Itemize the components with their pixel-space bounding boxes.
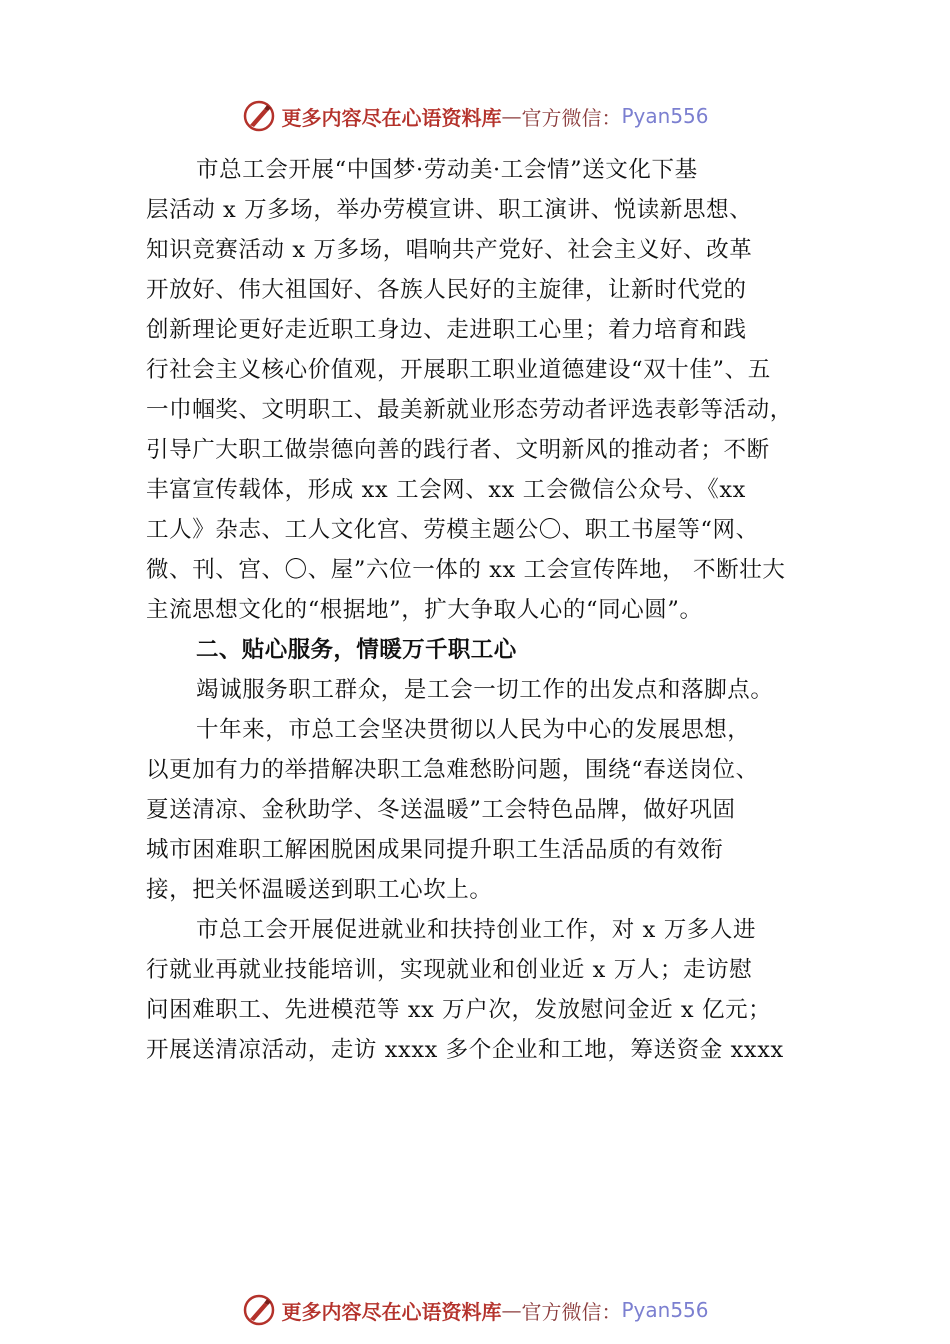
body-text-line: 十年来，市总工会坚决贯彻以人民为中心的发展思想， — [196, 717, 751, 743]
body-text-line: 竭诚服务职工群众，是工会一切工作的出发点和落脚点。 — [196, 677, 774, 703]
banner-label: 官方微信： — [521, 1299, 622, 1324]
body-text-line: 开展送清凉活动，走访 xxxx 多个企业和工地，筹送资金 xxxx — [146, 1037, 784, 1063]
body-text-line: 城市困难职工解困脱困成果同提升职工生活品质的有效衔 — [146, 837, 724, 863]
banner-wechat-id: Pyan556 — [621, 104, 709, 128]
pen-logo-icon — [241, 1292, 277, 1328]
body-text-line: 主流思想文化的“根据地”，扩大争取人心的“同心圆”。 — [146, 597, 703, 623]
pen-logo-icon — [241, 98, 277, 134]
banner-separator: — — [501, 1298, 522, 1322]
body-text-line: 创新理论更好走近职工身边、走进职工心里；着力培育和践 — [146, 317, 747, 343]
body-text-line: 以更加有力的举措解决职工急难愁盼问题，围绕“春送岗位、 — [146, 757, 759, 783]
body-text-line: 工人》杂志、工人文化宫、劳模主题公〇、职工书屋等“网、 — [146, 517, 759, 543]
body-text-line: 夏送清凉、金秋助学、冬送温暖”工会特色品牌，做好巩固 — [146, 797, 736, 823]
header-banner — [0, 96, 950, 136]
body-text-line: 问困难职工、先进模范等 xx 万户次，发放慰问金近 x 亿元； — [146, 997, 772, 1023]
banner-highlight: 更多内容尽在心语资料库 — [281, 1299, 502, 1324]
body-text-line: 微、刊、宫、〇、屋”六位一体的 xx 工会宣传阵地， 不断壮大 — [146, 557, 786, 583]
banner-highlight: 更多内容尽在心语资料库 — [281, 105, 502, 130]
section-heading: 二、贴心服务，情暖万千职工心 — [196, 637, 517, 663]
body-text-line: 丰富宣传载体，形成 xx 工会网、xx 工会微信公众号、《xx — [146, 477, 746, 503]
body-text-line: 行社会主义核心价值观，开展职工职业道德建设“双十佳”、五 — [146, 357, 771, 383]
body-text-line: 市总工会开展促进就业和扶持创业工作，对 x 万多人进 — [196, 917, 757, 943]
body-text-line: 接，把关怀温暖送到职工心坎上。 — [146, 877, 493, 903]
body-text-line: 行就业再就业技能培训，实现就业和创业近 x 万人；走访慰 — [146, 957, 753, 983]
body-text-line: 引导广大职工做崇德向善的践行者、文明新风的推动者；不断 — [146, 437, 770, 463]
banner-label: 官方微信： — [521, 105, 622, 130]
banner-wechat-id: Pyan556 — [621, 1298, 709, 1322]
document-body — [146, 150, 826, 1070]
body-text-line: 层活动 x 万多场，举办劳模宣讲、职工演讲、悦读新思想、 — [146, 197, 753, 223]
body-text-line: 一巾帼奖、文明职工、最美新就业形态劳动者评选表彰等活动， — [146, 397, 793, 423]
body-text-line: 开放好、伟大祖国好、各族人民好的主旋律，让新时代党的 — [146, 277, 747, 303]
body-text-line: 知识竞赛活动 x 万多场，唱响共产党好、社会主义好、改革 — [146, 237, 753, 263]
body-text-line: 市总工会开展“中国梦·劳动美·工会情”送文化下基 — [196, 157, 698, 183]
banner-separator: — — [501, 104, 522, 128]
footer-banner — [0, 1290, 950, 1330]
